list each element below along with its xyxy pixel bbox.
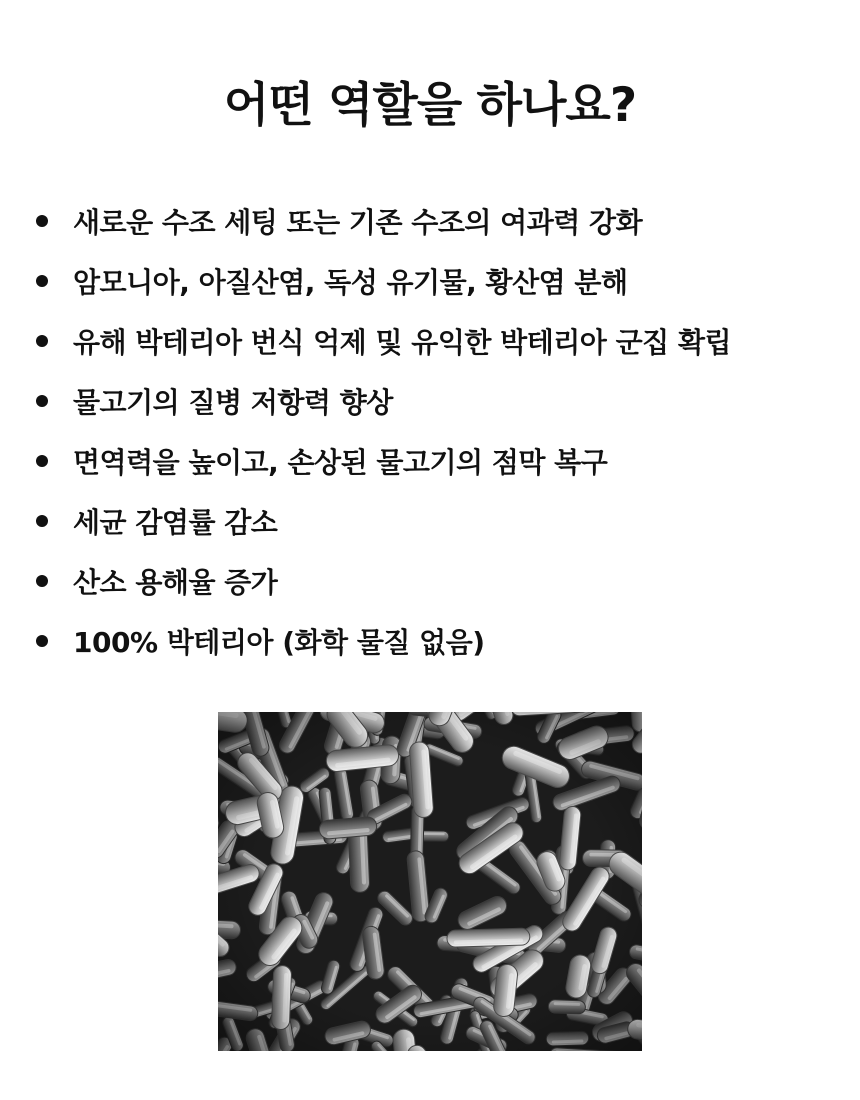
benefit-text: 100% 박테리아 (화학 물질 없음) [73,626,485,659]
micrograph-vignette [218,712,642,1051]
list-item [36,251,836,311]
list-item [36,431,836,491]
benefit-text: 암모니아, 아질산염, 독성 유기물, 황산염 분해 [73,266,628,299]
list-item [36,371,836,431]
list-item [36,551,836,611]
benefit-text: 물고기의 질병 저항력 향상 [73,386,393,419]
benefit-text: 세균 감염률 감소 [73,506,278,539]
list-item [36,311,836,371]
list-item [36,611,836,671]
bullet-icon [36,575,48,587]
bullet-icon [36,395,48,407]
list-item [36,191,836,251]
bullet-icon [36,335,48,347]
bullet-icon [36,455,48,467]
bacteria-micrograph-image [218,712,642,1051]
bullet-icon [36,275,48,287]
benefit-text: 유해 박테리아 번식 억제 및 유익한 박테리아 군집 확립 [73,326,732,359]
page-title: 어떤 역할을 하나요? [223,78,637,133]
benefit-text: 산소 용해율 증가 [73,566,278,599]
benefit-text: 새로운 수조 세팅 또는 기존 수조의 여과력 강화 [73,206,643,239]
bullet-icon [36,215,48,227]
benefit-list [36,191,836,671]
benefit-text: 면역력을 높이고, 손상된 물고기의 점막 복구 [73,446,608,479]
bullet-icon [36,515,48,527]
bullet-icon [36,635,48,647]
list-item [36,491,836,551]
